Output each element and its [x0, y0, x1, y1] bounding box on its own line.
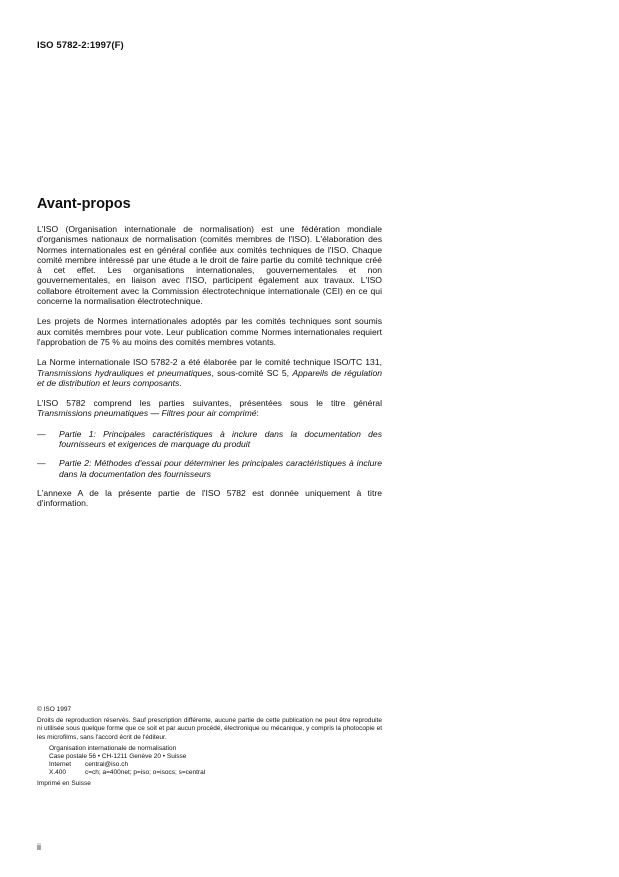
paragraph-iso-intro: L'ISO (Organisation internationale de normalisation) est une fédération mondiale d'organismes nationaux de normalisation (comités membres de l'ISO). L'élaboration des Normes internationales est en général confiée aux comités techniques de l'ISO. Chaque comité membre intéressé par une étude a le droit de faire partie du comité technique créé à cet effet. Les organisations internationales, gouvernementales et non gouvernementales, en liaison avec l'ISO, participent également aux travaux. L'ISO collabore étroitement avec la Commission électrotechnique internationale (CEI) en ce qui concerne la normalisation électrotechnique.	[37, 224, 382, 307]
x400-row	[49, 769, 382, 777]
paragraph-parts	[37, 398, 382, 419]
committee-sc-title: Appareils de régulation et de distribution et leurs composants	[37, 367, 383, 388]
committee-text-e: .	[179, 377, 182, 388]
address-block	[37, 745, 382, 778]
foreword-body	[37, 224, 382, 519]
x400-label: X.400	[49, 769, 66, 777]
committee-text-a: La Norme internationale ISO 5782-2 a été élaborée par le comité technique ISO/TC 131,	[37, 357, 382, 368]
list-item-part-1	[37, 429, 382, 450]
internet-row	[49, 761, 382, 769]
organisation-name: Organisation internationale de normalisation	[49, 744, 177, 752]
parts-general-title: Transmissions pneumatiques — Filtres pour air comprimé	[37, 408, 257, 419]
list-dash: —	[37, 458, 46, 469]
printed-in: Imprimé en Suisse	[37, 779, 91, 787]
internet-value: central@iso.ch	[85, 761, 129, 769]
x400-value: c=ch; a=400net; p=iso; o=isocs; s=central	[85, 769, 206, 777]
page-title: Avant-propos	[37, 196, 131, 212]
copyright-line: © ISO 1997	[37, 706, 72, 713]
committee-tc-title: Transmissions hydrauliques et pneumatiques	[37, 367, 212, 378]
paragraph-annex: L'annexe A de la présente partie de l'ISO 5782 est donnée uniquement à titre d'information.	[37, 487, 382, 509]
parts-text-a: L'ISO 5782 comprend les parties suivantes, présentées sous le titre général	[37, 398, 382, 409]
list-item-part-2	[37, 458, 382, 479]
paragraph-committee	[37, 357, 382, 388]
copyright-footer	[37, 706, 382, 788]
internet-label: Internet	[49, 761, 72, 769]
committee-text-c: , sous-comité SC 5,	[211, 367, 293, 378]
postal-address: Case postale 56 • CH-1211 Genève 20 • Suisse	[49, 753, 187, 761]
paragraph-voting: Les projets de Normes internationales adoptés par les comités techniques sont soumis aux comités membres pour vote. Leur publication comme Normes internationales requiert l'approbation de 75 % au moins des comités membres votants.	[37, 316, 382, 347]
page-number: ii	[37, 842, 41, 852]
rights-statement: Droits de reproduction réservés. Sauf prescription différente, aucune partie de cette publication ne peut être reproduite ni utilisée sous quelque forme que ce soit et par aucun procédé, électronique ou mécanique, y compris la photocopie et les microfilms, sans l'accord écrit de l'éditeur.	[37, 717, 382, 741]
document-id-header: ISO 5782-2:1997(F)	[37, 40, 124, 51]
parts-text-c: :	[256, 408, 259, 419]
list-item-text: Partie 2: Méthodes d'essai pour déterminer les principales caractéristiques à inclure dans la documentation des fournisseurs	[59, 458, 382, 479]
list-item-text: Partie 1: Principales caractéristiques à inclure dans la documentation des fournisseurs et exigences de marquage du produit	[59, 428, 382, 450]
list-dash: —	[37, 428, 46, 439]
